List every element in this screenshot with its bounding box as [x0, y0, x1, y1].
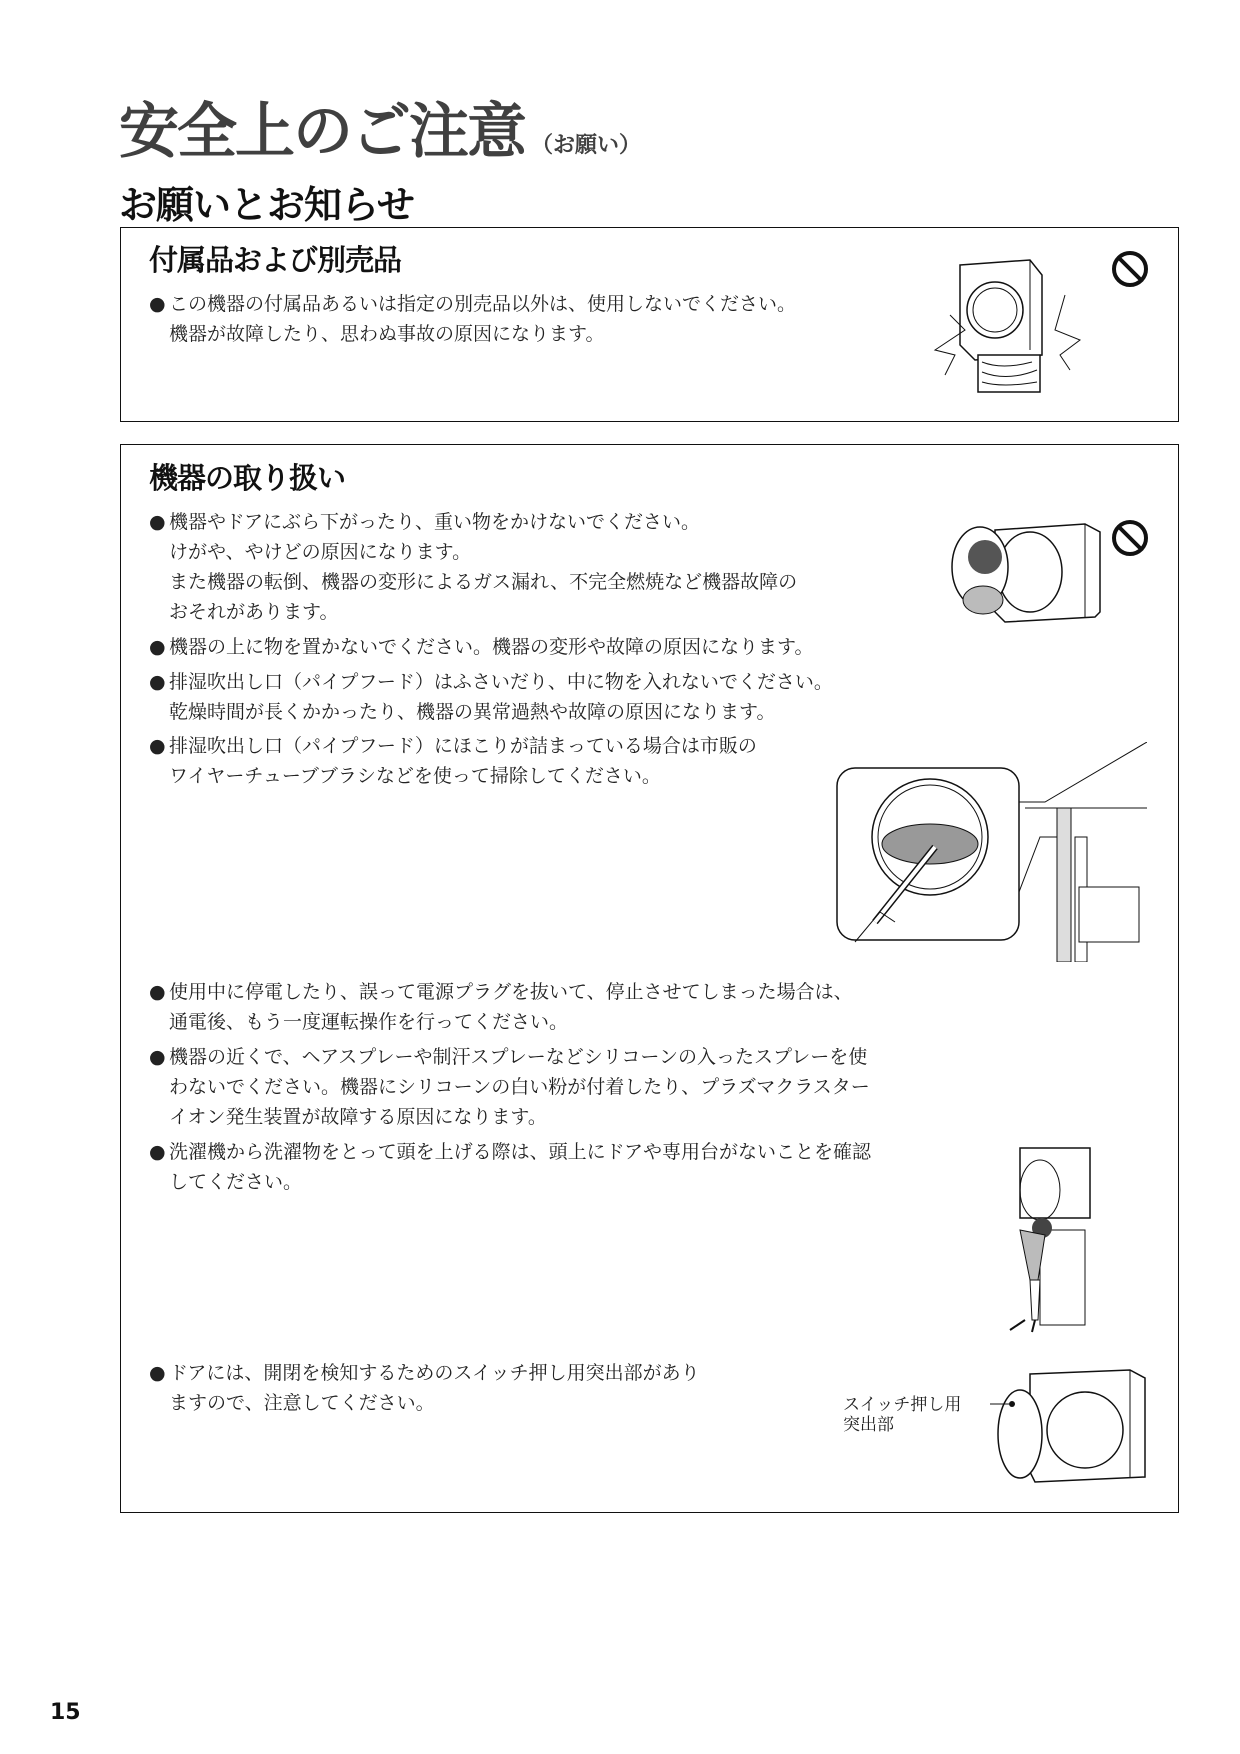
list-item: [149, 289, 796, 349]
dryer-on-wood-block-illustration: [930, 250, 1105, 395]
item-text: 機器が故障したり、思わぬ事故の原因になります。: [169, 323, 605, 345]
item-text: この機器の付属品あるいは指定の別売品以外は、使用しないでください。: [169, 293, 797, 315]
prohibited-icon: [1110, 518, 1150, 558]
item-text: 機器の近くで、ヘアスプレーや制汗スプレーなどシリコーンの入ったスプレーを使: [169, 1046, 868, 1068]
bullet: ●: [149, 1362, 166, 1384]
washer-door-switch-protrusion-illustration: [990, 1362, 1150, 1484]
list-item: [149, 632, 813, 662]
bullet: ●: [149, 735, 166, 757]
item-text: ドアには、開閉を検知するためのスイッチ押し用突出部があり: [169, 1362, 700, 1384]
list-item: [149, 977, 853, 1037]
list-item: [149, 1042, 870, 1132]
item-text: わないでください。機器にシリコーンの白い粉が付着したり、プラズマクラスター: [169, 1076, 870, 1098]
bullet: ●: [149, 671, 166, 693]
item-text: イオン発生装置が故障する原因になります。: [169, 1106, 547, 1128]
item-text: おそれがあります。: [169, 601, 339, 623]
item-text: ワイヤーチューブブラシなどを使って掃除してください。: [169, 765, 661, 787]
list-item: [149, 731, 757, 791]
page-title-text: 安全上のご注意: [119, 97, 525, 167]
child-hanging-on-door-illustration: [945, 512, 1110, 627]
item-text: 機器の上に物を置かないでください。機器の変形や故障の原因になります。: [169, 636, 814, 658]
bullet: ●: [149, 981, 166, 1003]
woman-hitting-head-on-door-illustration: [990, 1140, 1110, 1335]
page-subtitle: お願いとお知らせ: [119, 183, 414, 227]
bullet: ●: [149, 1141, 166, 1163]
item-text: 洗濯機から洗濯物をとって頭を上げる際は、頭上にドアや専用台がないことを確認: [169, 1141, 872, 1163]
page-title-suffix: （お願い）: [531, 133, 642, 158]
label-line: 突出部: [843, 1415, 894, 1435]
item-text: 排湿吹出し口（パイプフード）はふさいだり、中に物を入れないでください。: [169, 671, 833, 693]
page-number: 15: [50, 1700, 81, 1725]
item-text: 乾燥時間が長くかかったり、機器の異常過熱や故障の原因になります。: [169, 701, 776, 723]
section-heading-accessories: 付属品および別売品: [149, 243, 402, 277]
item-text: また機器の転倒、機器の変形によるガス漏れ、不完全燃焼など機器故障の: [169, 571, 798, 593]
item-text: 通電後、もう一度運転操作を行ってください。: [169, 1011, 569, 1033]
bullet: ●: [149, 511, 166, 533]
item-text: 機器やドアにぶら下がったり、重い物をかけないでください。: [169, 511, 701, 533]
item-text: 使用中に停電したり、誤って電源プラグを抜いて、停止させてしまった場合は、: [169, 981, 853, 1003]
item-text: ますので、注意してください。: [169, 1392, 435, 1414]
bullet: ●: [149, 293, 166, 315]
list-item: [149, 667, 833, 727]
prohibited-icon: [1110, 249, 1150, 289]
bullet: ●: [149, 636, 166, 658]
item-text: けがや、やけどの原因になります。: [169, 541, 472, 563]
list-item: [149, 1358, 700, 1418]
pipe-hood-cleaning-illustration: [835, 742, 1147, 962]
switch-protrusion-label: [843, 1395, 961, 1435]
item-text: してください。: [169, 1171, 303, 1193]
item-text: 排湿吹出し口（パイプフード）にほこりが詰まっている場合は市販の: [169, 735, 757, 757]
bullet: ●: [149, 1046, 166, 1068]
list-item: [149, 507, 797, 627]
list-item: [149, 1137, 871, 1197]
page-title: [119, 84, 641, 170]
section-heading-handling: 機器の取り扱い: [149, 461, 346, 495]
label-line: スイッチ押し用: [843, 1395, 962, 1415]
